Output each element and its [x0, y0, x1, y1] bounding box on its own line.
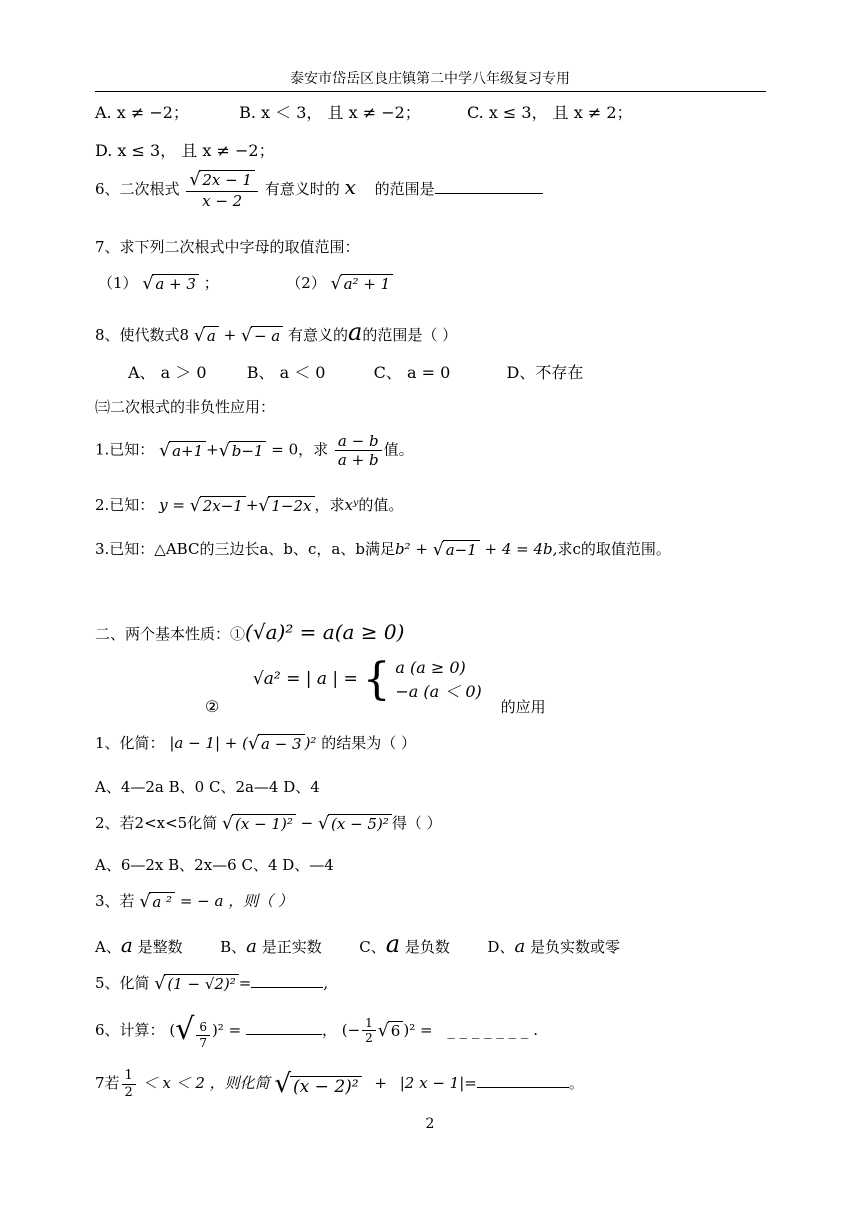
question-7: 7、求下列二次根式中字母的取值范围：: [95, 238, 360, 256]
p3-prefix: 3.已知：△ABC的三边长a、b、c，a、b满足: [95, 540, 395, 558]
prop2-brace: {: [362, 654, 391, 705]
s3-opt-a-var: a: [120, 933, 133, 957]
simplify-2: 2、若2<x<5化简 √ (x − 1)² − √ (x − 5)² 得（ ）: [95, 814, 442, 834]
s5-equals: =: [238, 974, 252, 992]
q8-variable: a: [348, 318, 363, 346]
p2-y: y =: [159, 496, 185, 514]
q7-part1-label: （1）: [98, 274, 138, 292]
s3-opt-d-var: a: [514, 936, 526, 957]
s6-dashed-blank: _ _ _ _ _ _ _ .: [447, 1020, 538, 1039]
q8-prefix: 8、使代数式: [95, 326, 180, 344]
p1-suffix: 值。: [383, 440, 414, 459]
s5-radicand: (1 − √2)²: [164, 974, 238, 993]
s1-expr-start: |a − 1| + (: [169, 734, 248, 752]
s1-expr-end: )²: [304, 734, 317, 752]
prop2-number: ②: [205, 697, 220, 716]
s2-radicand-1: (x − 1)²: [232, 814, 296, 833]
q8-option-d: D、不存在: [506, 363, 584, 382]
s7-blank: [477, 1087, 569, 1088]
s2-radicand-2: (x − 5)²: [328, 814, 392, 833]
s3-radicand: a ²: [149, 892, 175, 911]
option-c: C. x ≤ 3， 且 x ≠ 2；: [466, 103, 633, 122]
s7-inequality: ＜ x ＜ 2 ，则化简: [142, 1074, 270, 1093]
p3-suffix: 求c的取值范围。: [557, 540, 671, 558]
simplify-7: 7若 $\frac{1}{2}$ ＜ x ＜ 2 ，则化简 √ (x − 2)² + |2 x − 1|= 。: [95, 1068, 584, 1100]
s3-prefix: 3、若: [95, 892, 135, 910]
property-2: [205, 654, 546, 716]
s1-options: A、4—2a B、0 C、2a—4 D、4: [95, 778, 320, 796]
q8-options: [128, 360, 583, 383]
p3-b-squared: b² +: [394, 540, 428, 558]
p2-suffix: 的值。: [358, 496, 404, 514]
header-rule: [95, 91, 766, 92]
option-a: A. x ≠ −2；: [95, 103, 189, 122]
question-8: 8、使代数式8 √ a + √ − a 有意义的a的范围是（ ）: [95, 318, 458, 346]
p2-radicand-1: 2x−1: [200, 496, 246, 515]
problem-2: 2.已知： y = √ 2x−1 +√ 1−2x ，求xʸ的值。: [95, 496, 404, 516]
q8-suffix: 的范围是（ ）: [362, 326, 458, 344]
q6-radicand: 2x − 1: [199, 170, 255, 189]
page-header: 泰安市岱岳区良庄镇第二中学八年级复习专用: [290, 71, 570, 87]
q6-variable: x: [344, 174, 356, 199]
q8-option-a: A、 a ＞ 0: [128, 363, 207, 382]
s3-options: A、a 是整数 B、a 是正实数 C、a 是负数 D、a 是负实数或零: [95, 930, 620, 958]
question-6: [95, 170, 543, 210]
q7-radicand-2: a² + 1: [341, 274, 394, 293]
q6-middle: 有意义时的: [264, 179, 340, 198]
p2-mid: ，求: [314, 496, 345, 514]
q8-radicand-1: a: [204, 326, 219, 345]
s3-opt-c-var: a: [385, 930, 401, 958]
page-number: 2: [425, 1116, 435, 1132]
section-2-heading: [95, 620, 404, 644]
q8-plus: +: [223, 326, 237, 344]
s1-suffix: 的结果为（ ）: [321, 734, 417, 752]
prop2-lhs: √a² = | a | =: [252, 669, 358, 689]
s3-equals: = − a ，则（ ）: [179, 892, 293, 910]
s6-radicand: 6: [388, 1021, 404, 1040]
options-line-1: [95, 100, 633, 123]
s5-end: ,: [323, 974, 329, 992]
sec2-property-1: (√a)² = a(a ≥ 0): [245, 620, 405, 644]
p1-fraction: $\frac{a - b}{a + b}$: [335, 432, 382, 469]
s3-opt-b-var: a: [246, 936, 257, 957]
prop2-suffix: 的应用: [500, 698, 546, 716]
simplify-1: 1、化简： |a − 1| + (√ a − 3 )² 的结果为（ ）: [95, 734, 417, 754]
problem-1: 1.已知： √ a+1 +√ b−1 = 0，求 $\frac{a - b}{a + b}$ 值。: [95, 432, 414, 469]
q8-option-b: B、 a ＜ 0: [246, 363, 326, 382]
p3-radicand: a−1: [443, 540, 480, 559]
s6-prefix: 6、计算：: [95, 1020, 165, 1039]
p2-power: xʸ: [344, 496, 359, 514]
s7-prefix: 7若: [95, 1074, 120, 1093]
q8-radicand-2: − a: [251, 326, 283, 345]
simplify-5: 5、化简 √ (1 − √2)² = ,: [95, 974, 329, 994]
option-d: D. x ≤ 3， 且 x ≠ −2；: [95, 141, 275, 160]
section-3-heading: ㈢二次根式的非负性应用：: [95, 398, 276, 416]
s1-prefix: 1、化简：: [95, 734, 165, 752]
sec2-prefix: 二、两个基本性质：①: [95, 625, 246, 643]
s2-options: A、6—2x B、2x—6 C、4 D、—4: [95, 856, 334, 874]
q8-middle: 有意义的: [288, 326, 349, 344]
s5-blank: [251, 987, 323, 988]
q6-suffix: 的范围是: [374, 179, 435, 198]
s2-suffix: 得（ ）: [391, 814, 442, 832]
p2-radicand-2: 1−2x: [268, 496, 314, 515]
p3-equals: + 4 = 4b,: [484, 540, 558, 558]
s6-square: )² =: [211, 1020, 242, 1039]
prop2-case-2: −a (a ＜ 0): [395, 682, 482, 701]
q8-option-c: C、 a = 0: [373, 363, 451, 382]
s5-prefix: 5、化简: [95, 974, 150, 992]
s2-minus: −: [300, 814, 314, 832]
q7-sep: ；: [203, 274, 219, 292]
p1-equals: = 0，求: [271, 440, 329, 459]
p1-radicand-2: b−1: [229, 441, 267, 460]
s2-prefix: 2、若2<x<5化简: [95, 814, 218, 832]
s1-radicand: a − 3: [258, 734, 305, 753]
prop2-cases: [395, 656, 481, 704]
s6-blank: [246, 1034, 322, 1035]
question-7-parts: （1） √ a + 3 ； （2） √ a² + 1: [98, 272, 393, 294]
q6-denominator: x − 2: [202, 191, 243, 210]
q6-blank: [435, 193, 543, 194]
simplify-3: 3、若 √ a ² = − a ，则（ ）: [95, 892, 293, 912]
p1-radicand-1: a+1: [169, 441, 206, 460]
q8-coef: 8: [179, 326, 190, 344]
option-b: B. x ＜ 3， 且 x ≠ −2；: [239, 103, 421, 122]
q7-part2-label: （2）: [286, 274, 326, 292]
q7-radicand-1: a + 3: [152, 274, 199, 293]
q6-prefix: 6、二次根式: [95, 179, 180, 198]
problem-3: 3.已知：△ABC的三边长a、b、c，a、b满足b² + √ a−1 + 4 = 4b,求c的取值范围。: [95, 540, 671, 560]
prop2-case-1: a (a ≥ 0): [395, 658, 466, 677]
p2-prefix: 2.已知：: [95, 496, 155, 514]
s7-abs: |2 x − 1|: [399, 1074, 465, 1093]
s7-radicand: (x − 2)²: [290, 1076, 362, 1097]
q6-fraction: $\frac{√ 2x - 1}{x - 2}$: [186, 170, 258, 210]
p1-prefix: 1.已知：: [95, 440, 155, 459]
compute-6: 6、计算： (√ $\frac{6}{7}$ )² = ， (− $\frac{1}{2}$ √ 6 )² = _ _ _ _ _ _ _ .: [95, 1012, 538, 1050]
